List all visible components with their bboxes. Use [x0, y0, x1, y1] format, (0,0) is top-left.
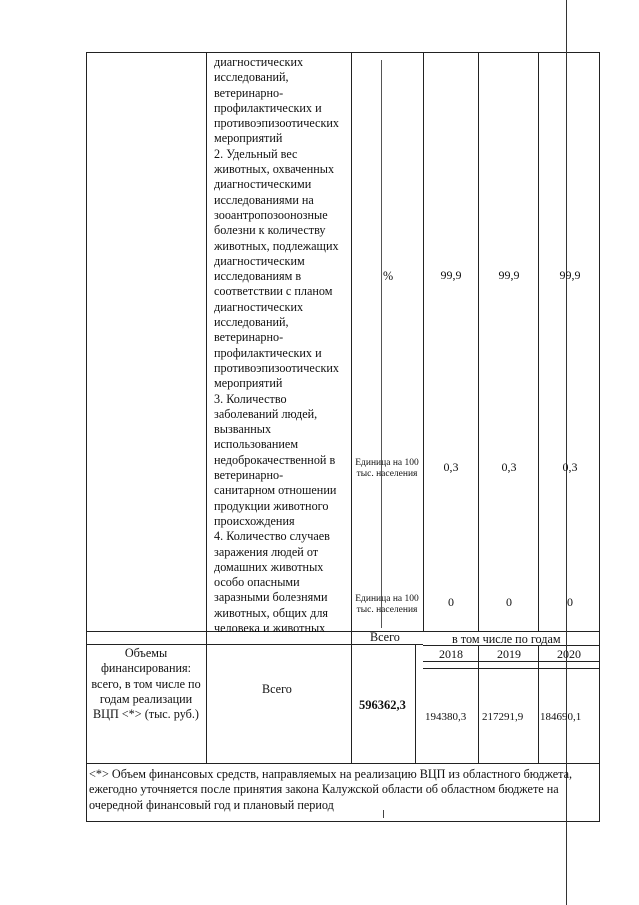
financing-header-years: в том числе по годам: [452, 632, 561, 646]
value-2020-ind3: 0,3: [562, 460, 578, 474]
indicator-text: диагностических исследований, ветеринарно- профилактических и противоэпизоотических мероприятий 2. Удельный вес животных, охваченных диагностическими исследованиями на зооантропозоонозные болезни к количеству животных, подлежащих диагностическим исследованиям в соответствии с планом диагностических исследований, ветеринарно- профилактических и противоэпизоотических мероприятий 3. Количество заболеваний людей, вызванных использованием недоброкачественной в ветеринарно- санитарном отношении продукции животного происхождения 4. Количество случаев заражения людей от домашних животных особо опасными заразными болезнями животных, общих для человека и животных: [214, 55, 339, 635]
value-2018-ind4: 0: [448, 595, 454, 609]
financing-label: Объемы финансирования: всего, в том числе по годам реализации ВЦП <*> (тыс. руб.): [91, 646, 201, 722]
financing-source-label: Всего: [262, 682, 292, 696]
year-2020-header: 2020: [557, 647, 581, 661]
financing-2020-value: 184690,1: [540, 711, 582, 723]
value-2019-ind2: 99,9: [498, 268, 520, 282]
unit-per-100k-1: Единица на 100 тыс. населения: [355, 458, 419, 479]
fin-col-2019: [478, 645, 479, 763]
value-2019-ind4: 0: [506, 595, 512, 609]
border-bottom: [86, 821, 600, 822]
col-line-5: [538, 52, 539, 631]
value-2020-ind2: 99,9: [559, 268, 581, 282]
financing-total-value: 596362,3: [359, 698, 406, 712]
col-line-3: [423, 52, 424, 631]
row-line-financing-bottom: [86, 763, 600, 764]
value-2020-ind4: 0: [567, 595, 573, 609]
value-2019-ind3: 0,3: [501, 460, 517, 474]
row-line-values-top: [423, 668, 600, 669]
scan-mark: [383, 810, 384, 818]
col-line-4: [478, 52, 479, 631]
unit-per-100k-2: Единица на 100 тыс. населения: [355, 594, 419, 615]
unit-inner-line: [381, 60, 382, 628]
financing-2018-value: 194380,3: [425, 711, 467, 723]
year-2019-header: 2019: [497, 647, 521, 661]
footnote: <*> Объем финансовых средств, направляемых на реализацию ВЦП из областного бюджета, ежегодно уточняется после принятия закона Калужской области об областном бюджете на очередной финансовый год и плановый период: [89, 767, 573, 812]
financing-2019-value: 217291,9: [482, 711, 524, 723]
value-2018-ind3: 0,3: [443, 460, 459, 474]
border-right: [599, 52, 600, 822]
border-left: [86, 52, 87, 822]
row-line-years-bottom: [423, 661, 600, 662]
fin-col-2020: [538, 645, 539, 763]
unit-percent: %: [383, 269, 394, 283]
financing-header-total: Всего: [370, 630, 400, 644]
value-2018-ind2: 99,9: [440, 268, 462, 282]
year-2018-header: 2018: [439, 647, 463, 661]
col-line-1: [206, 52, 207, 763]
fin-col-total: [415, 645, 416, 763]
border-top: [86, 52, 600, 53]
